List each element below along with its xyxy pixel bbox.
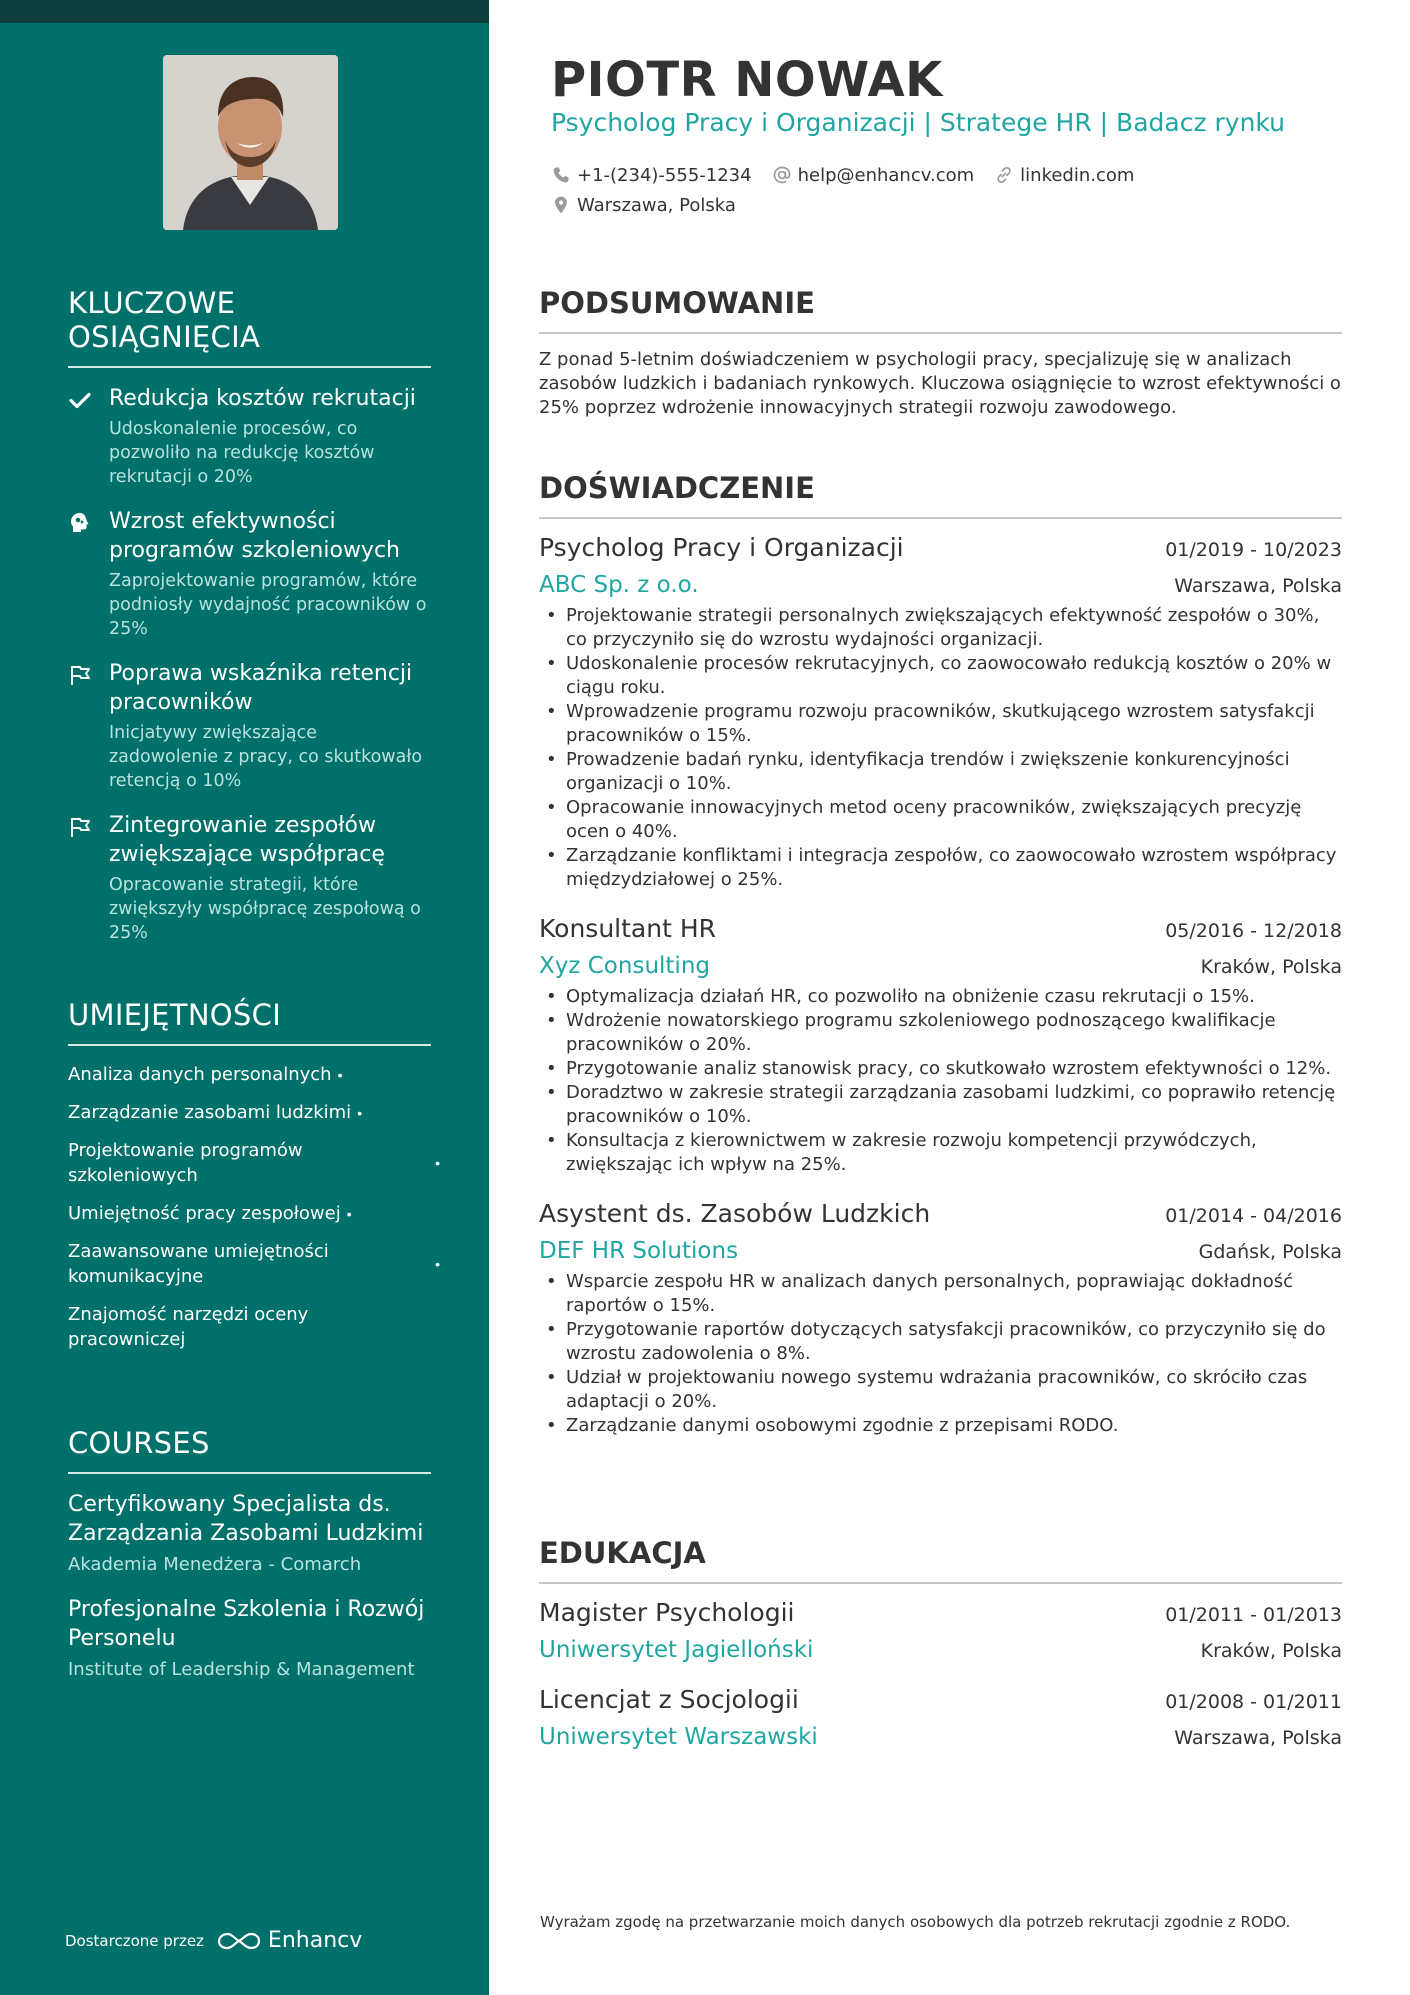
powered-by-label: Dostarczone przez [65,1931,204,1950]
link-icon [994,165,1014,185]
course-title: Profesjonalne Szkolenia i Rozwój Personelu [68,1597,425,1651]
job-bullet: • Przygotowanie raportów dotyczących satysfakcji pracowników, co przyczyniło się do wzrostu zadowolenia o 8%. [539,1318,1342,1366]
summary-text: Z ponad 5-letnim doświadczeniem w psychologii pracy, specjalizuję się w analizach zasobów ludzkich i badaniach rynkowych. Kluczowa osiągnięcie to wzrost efektywności o 25% poprzez wdrożenie innowacyjnych strategii rozwoju zawodowego. [539,349,1341,418]
experience-title: DOŚWIADCZENIE [539,471,1342,519]
experience-section [539,471,1342,1438]
achievement-description: Inicjatywy zwiększające zadowolenie z pracy, co skutkowało retencją o 10% [109,723,423,791]
job-bullets [539,985,1342,1177]
brand-name: Enhancv [267,1928,363,1953]
education-entry [539,1685,1342,1750]
skill-item [68,1302,431,1352]
sidebar [0,0,489,1995]
phone-icon [551,165,571,185]
job-title: Psycholog Pracy i Organizacji [539,533,904,562]
achievements-section [68,286,431,945]
achievement-item [68,811,431,945]
skill-item [68,1239,440,1289]
job-bullet: • Wprowadzenie programu rozwoju pracowników, skutkującego wzrostem satysfakcji pracowników o 15%. [539,700,1342,748]
candidate-headline: Psycholog Pracy i Organizacji | Stratege HR | Badacz rynku [551,108,1285,137]
job-date: 05/2016 - 12/2018 [1165,920,1342,942]
job-bullet: • Prowadzenie badań rynku, identyfikacja trendów i zwiększenie konkurencyjności organizacji o 10%. [539,748,1342,796]
job-bullet: • Projektowanie strategii personalnych zwiększających efektywność zespołów o 30%, co przyczyniło się do wzrostu wydajności organizacji. [539,604,1342,652]
course-item [68,1490,431,1577]
candidate-name: PIOTR NOWAK [551,52,943,108]
achievements-title: KLUCZOWE OSIĄGNIĘCIA [68,286,431,368]
achievement-item [68,384,431,489]
achievement-title: Poprawa wskaźnika retencji pracowników [109,661,413,715]
job-bullet: • Wsparcie zespołu HR w analizach danych personalnych, poprawiając dokładność raportów o 15%. [539,1270,1342,1318]
powered-by [65,1928,362,1953]
skill-label: Zarządzanie zasobami ludzkimi [68,1102,352,1123]
skill-label: Umiejętność pracy zespołowej [68,1203,341,1224]
email-text: help@enhancv.com [797,164,975,186]
skill-separator: • [337,1066,343,1083]
education-date: 01/2008 - 01/2011 [1165,1691,1342,1713]
achievement-title: Wzrost efektywności programów szkoleniowych [109,509,400,563]
contact-location [551,195,736,216]
job-date: 01/2019 - 10/2023 [1165,539,1342,561]
school-name: Uniwersytet Warszawski [539,1724,818,1750]
job-title: Konsultant HR [539,914,716,943]
brain-icon [68,511,92,535]
job-bullet: • Doradztwo w zakresie strategii zarządzania zasobami ludzkimi, co poprawiło retencję pracowników o 10%. [539,1081,1342,1129]
skill-item [68,1062,431,1087]
course-title: Certyfikowany Specjalista ds. Zarządzania Zasobami Ludzkimi [68,1492,424,1546]
contact-email[interactable] [772,165,975,186]
enhancv-logo[interactable] [216,1928,362,1953]
achievement-title: Redukcja kosztów rekrutacji [109,386,416,411]
flag-icon [68,663,92,687]
job-bullet: • Udoskonalenie procesów rekrutacyjnych, co zaowocowało redukcją kosztów o 20% w ciągu roku. [539,652,1342,700]
skill-item [68,1100,431,1125]
job-entry [539,533,1342,892]
job-bullet: • Udział w projektowaniu nowego systemu wdrażania pracowników, co skróciło czas adaptacji o 20%. [539,1366,1342,1414]
skills-section [68,998,440,1352]
achievement-description: Udoskonalenie procesów, co pozwoliło na redukcję kosztów rekrutacji o 20% [109,419,375,487]
skill-item [68,1201,431,1226]
education-title: EDUKACJA [539,1536,1342,1584]
summary-section [539,286,1342,420]
skill-label: Zaawansowane umiejętności komunikacyjne [68,1241,329,1287]
job-company: DEF HR Solutions [539,1238,739,1264]
check-icon [68,388,92,412]
gdpr-consent-note: Wyrażam zgodę na przetwarzanie moich danych osobowych dla potrzeb rekrutacji zgodnie z RODO. [540,1913,1291,1931]
skill-separator: • [357,1104,363,1121]
job-bullet: • Przygotowanie analiz stanowisk pracy, co skutkowało wzrostem efektywności o 12%. [539,1057,1342,1081]
flag-icon [68,815,92,839]
job-date: 01/2014 - 04/2016 [1165,1205,1342,1227]
job-bullet: • Konsultacja z kierownictwem w zakresie rozwoju kompetencji przywódczych, zwiększając ich wpływ na 25%. [539,1129,1342,1177]
education-entry [539,1598,1342,1663]
courses-section [68,1426,431,1682]
school-location: Kraków, Polska [1200,1640,1342,1662]
main-content [539,0,1342,1995]
skill-label: Projektowanie programów szkoleniowych [68,1140,303,1186]
skill-label: Znajomość narzędzi oceny pracowniczej [68,1304,309,1350]
skills-title: UMIEJĘTNOŚCI [68,998,431,1046]
contact-phone[interactable] [551,165,752,186]
achievement-item [68,507,431,641]
achievement-title: Zintegrowanie zespołów zwiększające współpracę [109,813,385,867]
achievement-description: Opracowanie strategii, które zwiększyły współpracę zespołową o 25% [109,875,421,943]
job-bullet: • Optymalizacja działań HR, co pozwoliło na obniżenie czasu rekrutacji o 15%. [539,985,1342,1009]
course-organization: Institute of Leadership & Management [68,1659,415,1680]
linkedin-text: linkedin.com [1020,164,1135,186]
course-organization: Akademia Menedżera - Comarch [68,1554,362,1575]
profile-photo [163,55,338,230]
achievement-description: Zaprojektowanie programów, które podniosły wydajność pracowników o 25% [109,571,427,639]
education-section [539,1536,1342,1750]
job-bullets [539,1270,1342,1438]
skill-separator: • [435,1256,440,1272]
degree: Magister Psychologii [539,1598,795,1627]
skill-label: Analiza danych personalnych [68,1064,332,1085]
school-location: Warszawa, Polska [1174,1727,1342,1749]
education-date: 01/2011 - 01/2013 [1165,1604,1342,1626]
job-bullet: • Opracowanie innowacyjnych metod oceny pracowników, zwiększających precyzję ocen o 40%. [539,796,1342,844]
achievement-item [68,659,431,793]
job-location: Warszawa, Polska [1174,575,1342,597]
location-pin-icon [551,195,571,215]
job-company: Xyz Consulting [539,953,710,979]
job-entry [539,914,1342,1177]
job-bullet: • Zarządzanie danymi osobowymi zgodnie z przepisami RODO. [539,1414,1342,1438]
contact-linkedin[interactable] [994,165,1134,186]
course-item [68,1595,431,1682]
skill-separator: • [346,1205,352,1222]
job-title: Asystent ds. Zasobów Ludzkich [539,1199,931,1228]
contact-info [551,160,1331,220]
at-icon [772,165,792,185]
skill-separator: • [435,1155,440,1171]
job-bullet: • Zarządzanie konfliktami i integracja zespołów, co zaowocowało wzrostem współpracy międzydziałowej o 25%. [539,844,1342,892]
courses-title: COURSES [68,1426,431,1474]
phone-text: +1-(234)-555-1234 [577,164,752,186]
job-bullets [539,604,1342,892]
location-text: Warszawa, Polska [577,194,736,216]
school-name: Uniwersytet Jagielloński [539,1637,814,1663]
job-entry [539,1199,1342,1438]
job-location: Gdańsk, Polska [1198,1241,1342,1263]
summary-title: PODSUMOWANIE [539,286,1342,334]
sidebar-top-bar [0,0,489,23]
job-bullet: • Wdrożenie nowatorskiego programu szkoleniowego podnoszącego kwalifikacje pracowników o 20%. [539,1009,1342,1057]
skill-item [68,1138,440,1188]
infinity-icon [216,1929,262,1953]
job-location: Kraków, Polska [1200,956,1342,978]
job-company: ABC Sp. z o.o. [539,572,699,598]
degree: Licencjat z Socjologii [539,1685,799,1714]
